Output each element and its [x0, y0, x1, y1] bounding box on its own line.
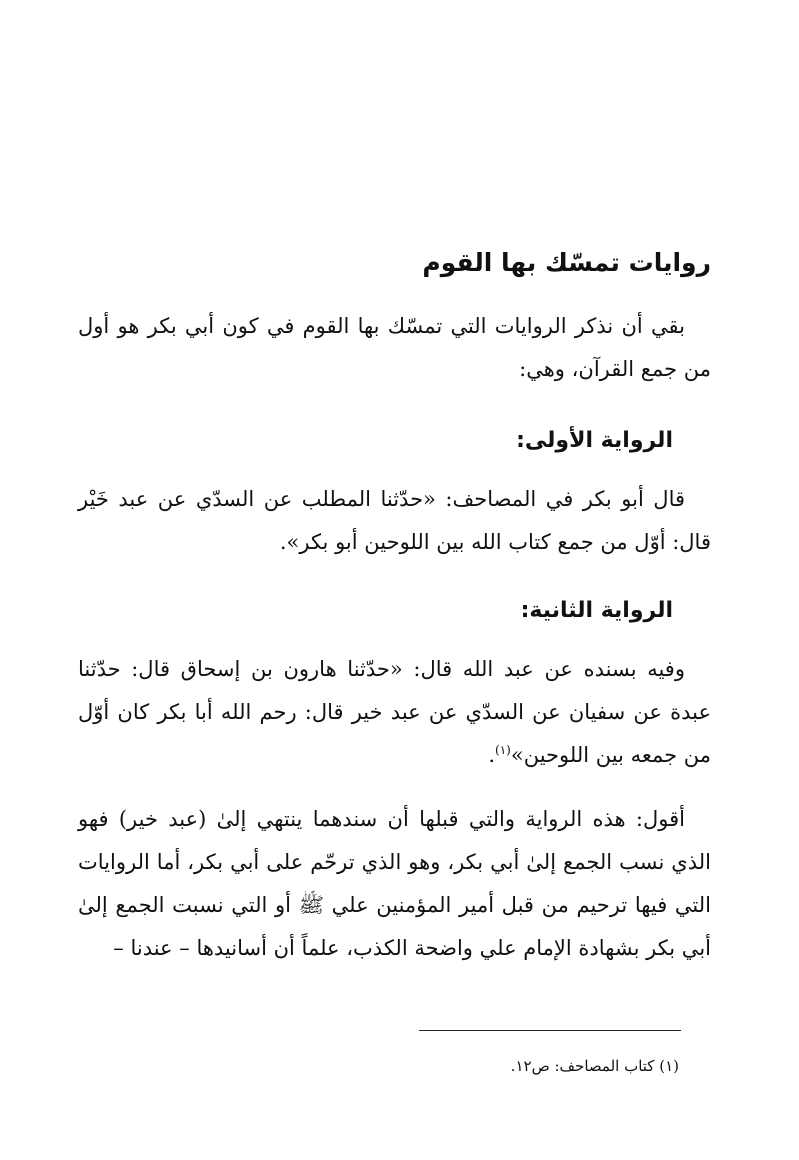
section-heading: روايات تمسّك بها القوم — [422, 248, 711, 277]
footnote-divider — [419, 1030, 681, 1031]
comment-paragraph — [78, 798, 711, 970]
comment-text: أقول: هذه الرواية والتي قبلها أن سندهما ينتهي إلىٰ (عبد خير) فهو الذي نسب الجمع إلىٰ أبي بكر، وهو الذي ترحّم على أبي بكر، أما الروايات التي فيها ترحيم من قبل أمير المؤمنين علي ﷺ أو التي نسبت الجمع إلىٰ أبي بكر بشهادة الإمام علي واضحة الكذب، علماً أن أسانيدها – عندنا – — [78, 807, 711, 960]
footnote-reference[interactable]: (١) — [495, 743, 511, 757]
narration-2-end: . — [488, 743, 496, 767]
intro-paragraph — [78, 305, 711, 391]
narration-1-paragraph — [78, 478, 711, 564]
narration-2-title: الرواية الثانية: — [520, 598, 673, 623]
narration-2-paragraph — [78, 648, 711, 777]
intro-text: بقي أن نذكر الروايات التي تمسّك بها القوم في كون أبي بكر هو أول من جمع القرآن، وهي: — [78, 314, 711, 381]
narration-1-title: الرواية الأولى: — [516, 428, 673, 453]
narration-1-text: قال أبو بكر في المصاحف: «حدّثنا المطلب عن السدّي عن عبد خَيْر قال: أوّل من جمع كتاب الله بين اللوحين أبو بكر». — [78, 487, 711, 554]
footnote: (١) كتاب المصاحف: ص١٢. — [510, 1057, 679, 1075]
narration-2-text: وفيه بسنده عن عبد الله قال: «حدّثنا هارون بن إسحاق قال: حدّثنا عبدة عن سفيان عن السدّي عن عبد خير قال: رحم الله أبا بكر كان أوّل من جمعه بين اللوحين» — [78, 657, 711, 767]
